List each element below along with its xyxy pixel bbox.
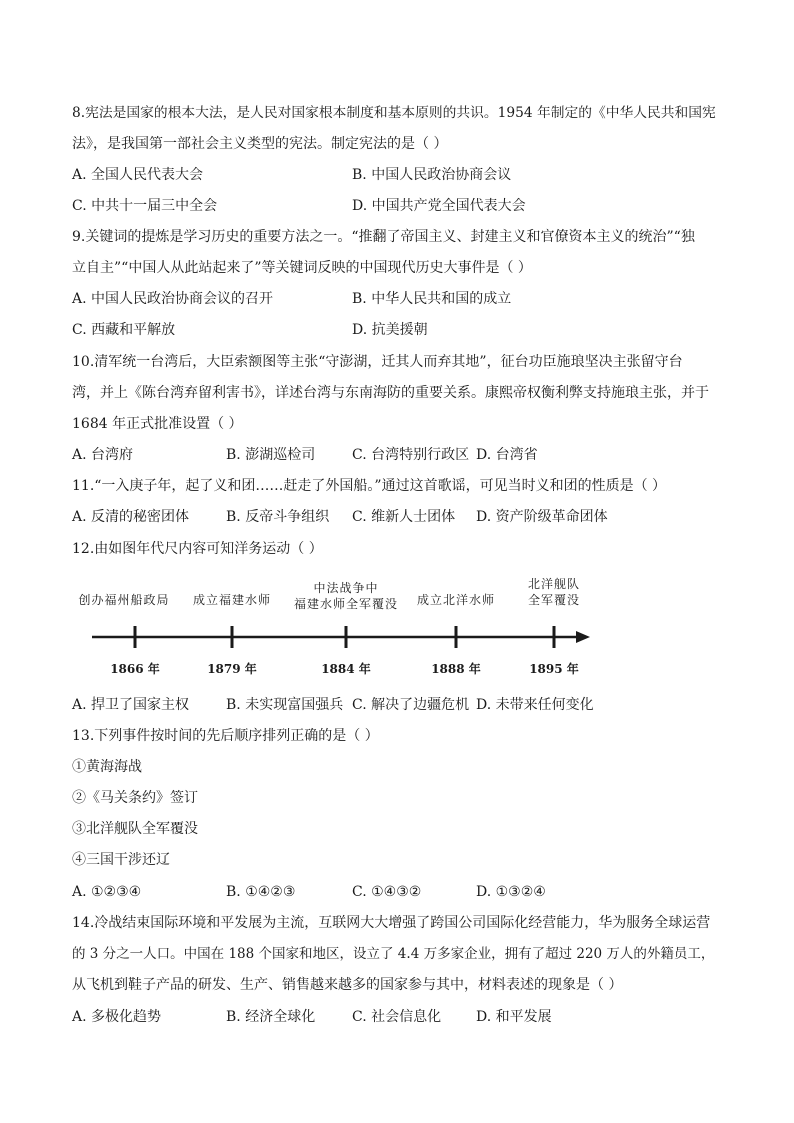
q11-option-a[interactable]: A. 反清的秘密团体 [72,509,190,525]
q14-option-c[interactable]: C. 社会信息化 [352,1009,442,1025]
q13-option-d[interactable]: D. ①③②④ [476,884,546,900]
q10-stem-line1: 10.清军统一台湾后，大臣索额图等主张“守澎湖，迁其人而弃其地”，征台功臣施琅坚决主张留守台 [72,354,683,370]
q8-stem-line1: 8.宪法是国家的根本大法，是人民对国家根本制度和基本原则的共识。1954 年制定的《中华人民共和国宪 [72,105,716,121]
q8-stem-line2: 法》，是我国第一部社会主义类型的宪法。制定宪法的是（ ） [72,136,448,152]
timeline-event-label-top: 中法战争中 [313,581,379,595]
q11-option-d[interactable]: D. 资产阶级革命团体 [476,509,608,525]
timeline-event-label: 福建水师全军覆没 [293,597,398,611]
q9-option-c[interactable]: C. 西藏和平解放 [72,322,176,338]
q10-option-b[interactable]: B. 澎湖巡检司 [226,447,316,463]
q12-option-d[interactable]: D. 未带来任何变化 [476,697,594,713]
timeline-year: 1866 年 [110,662,160,676]
q12-option-c[interactable]: C. 解决了边疆危机 [352,697,470,713]
timeline-year: 1888 年 [431,662,481,676]
q10-option-d[interactable]: D. 台湾省 [476,447,538,463]
q12-stem-line1: 12.由如图年代尺内容可知洋务运动（ ） [72,541,323,557]
timeline-event-label: 创办福州船政局 [78,593,170,607]
q12-option-b[interactable]: B. 未实现富国强兵 [226,697,344,713]
q13-option-c[interactable]: C. ①④③② [352,884,422,900]
q13-item-1: ①黄海海战 [72,759,142,775]
q11-stem-line1: 11.“一入庚子年，起了义和团……赶走了外国船。”通过这首歌谣，可见当时义和团的性质是（ ） [72,478,667,494]
q9-option-d[interactable]: D. 抗美援朝 [352,322,428,338]
q13-item-2: ②《马关条约》签订 [72,790,198,806]
q10-option-a[interactable]: A. 台湾府 [72,447,134,463]
q13-stem-line1: 13.下列事件按时间的先后顺序排列正确的是（ ） [72,728,379,744]
q14-stem-line2: 的 3 分之一人口。中国在 188 个国家和地区，设立了 4.4 万多家企业，拥有了超过 220 万人的外籍员工， [72,946,715,962]
q8-option-a[interactable]: A. 全国人民代表大会 [72,167,204,183]
q9-stem-line1: 9.关键词的提炼是学习历史的重要方法之一。“推翻了帝国主义、封建主义和官僚资本主义的统治”“独 [72,229,695,245]
q10-stem-line2: 湾，并上《陈台湾弃留利害书》，详述台湾与东南海防的重要关系。康熙帝权衡利弊支持施琅主张，并于 [72,385,709,401]
q10-option-c[interactable]: C. 台湾特别行政区 [352,447,470,463]
q12-timeline [72,570,602,680]
q12-option-a[interactable]: A. 捍卫了国家主权 [72,697,190,713]
timeline-event-label: 全军覆没 [527,593,580,607]
q13-item-3: ③北洋舰队全军覆没 [72,821,198,837]
timeline-event-label-top: 北洋舰队 [527,577,580,591]
timeline-year: 1895 年 [529,662,579,676]
timeline-year: 1884 年 [321,662,371,676]
q8-option-b[interactable]: B. 中国人民政治协商会议 [352,167,512,183]
q8-option-d[interactable]: D. 中国共产党全国代表大会 [352,198,526,214]
q9-option-a[interactable]: A. 中国人民政治协商会议的召开 [72,291,274,307]
q14-stem-line1: 14.冷战结束国际环境和平发展为主流，互联网大大增强了跨国公司国际化经营能力，华为服务全球运营 [72,915,711,931]
q13-option-a[interactable]: A. ①②③④ [72,884,142,900]
q8-option-c[interactable]: C. 中共十一届三中全会 [72,198,218,214]
q10-stem-line3: 1684 年正式批准设置（ ） [72,416,243,432]
q14-option-d[interactable]: D. 和平发展 [476,1009,552,1025]
q11-option-b[interactable]: B. 反帝斗争组织 [226,509,330,525]
q14-option-b[interactable]: B. 经济全球化 [226,1009,316,1025]
q9-stem-line2: 立自主”“中国人从此站起来了”等关键词反映的中国现代历史大事件是（ ） [72,260,532,276]
q14-stem-line3: 从飞机到鞋子产品的研发、生产、销售越来越多的国家参与其中，材料表述的现象是（ ） [72,977,623,993]
timeline-year: 1879 年 [207,662,257,676]
timeline-event-label: 成立福建水师 [192,593,271,607]
timeline-arrowhead [576,631,590,643]
q13-item-4: ④三国干涉还辽 [72,852,170,868]
q9-option-b[interactable]: B. 中华人民共和国的成立 [352,291,512,307]
q14-option-a[interactable]: A. 多极化趋势 [72,1009,162,1025]
q13-option-b[interactable]: B. ①④②③ [226,884,296,900]
q11-option-c[interactable]: C. 维新人士团体 [352,509,456,525]
timeline-event-label: 成立北洋水师 [416,593,495,607]
